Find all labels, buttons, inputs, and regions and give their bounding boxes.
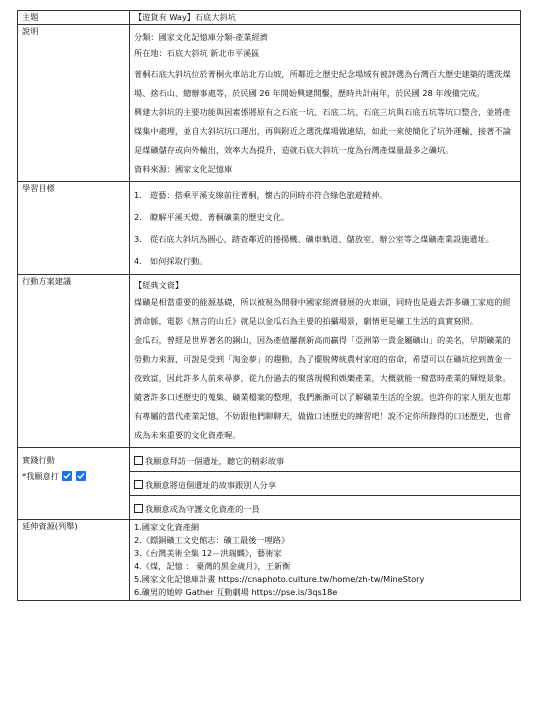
description-source: 資料來源：國家文化記憶庫	[134, 164, 233, 174]
resource-item: 2.《鏢銅礦工文史館志：礦工最後一哩路》	[134, 535, 290, 545]
description-row	[18, 25, 521, 182]
action-key: 行動方案建議	[18, 275, 130, 448]
practice-row	[18, 448, 521, 520]
resources-row	[18, 520, 521, 601]
resource-item: 3.《台灣美術全集 12－洪瑞麟》，藝術家	[134, 548, 282, 558]
description-key: 說明	[18, 25, 130, 182]
resource-item: 1.國家文化資產網	[134, 522, 200, 532]
practice-option[interactable]: 我願意將這個遺址的故事跟別人分享	[130, 472, 520, 496]
resource-link[interactable]: 5.國家文化記憶庫計畫 https://cnaphoto.culture.tw/home/zh-tw/MineStory	[134, 574, 425, 584]
resources-key: 延伸資源(列舉)	[18, 520, 130, 601]
description-category: 分類：國家文化記憶庫分類-產業經濟	[134, 32, 268, 42]
header-key: 主題	[18, 11, 130, 25]
goals-list	[134, 184, 516, 272]
goal-item: 4. 如何採取行動。	[134, 256, 208, 266]
worksheet-table	[17, 10, 521, 601]
resource-item: 4.《煤，記憶 ： 臺灣的黑金歲月》，王新衡	[134, 561, 291, 571]
practice-sub-label: *我願意打	[22, 471, 59, 481]
header-row	[18, 11, 521, 25]
checkbox-icon[interactable]	[134, 504, 143, 513]
goal-item: 3. 從石底大斜坑為圓心，踏查鄰近的捲揚機、礦車軌道、儲放室、辦公室等之煤礦產業設施遺址。	[134, 234, 494, 244]
checkbox-icon[interactable]	[134, 480, 143, 489]
checkbox-icon[interactable]	[134, 456, 143, 465]
description-location: 所在地：石底大斜坑 新北市平溪區	[134, 48, 260, 58]
goals-key: 學習目標	[18, 182, 130, 275]
action-row	[18, 275, 521, 448]
action-title: 【經典文資】	[134, 280, 184, 290]
resources-list	[134, 521, 516, 599]
goal-item: 2. 瞭解平溪天燈、菁桐礦業的歷史文化。	[134, 212, 290, 222]
goal-item: 1. 遊藝：搭乘平溪支線前往菁桐，懷古的同時亦符合綠色旅遊精神。	[134, 190, 388, 200]
resource-link[interactable]: 6.礦男的她婷 Gather 互動劇場 https://pse.is/3qs18e	[134, 587, 338, 597]
description-paragraph-2: 興建大斜坑的主要功能與因素係將原有之石底一坑、石底二坑、石底三坑與石底五坑等坑口整合，並將產煤集中處理，並自大斜坑坑口運出，再與附近之選洗煤場做連結，如此一來使簡化了坑外運輸，接著不論是煤礦儲存或向外輸出，效率大為提升，造就石底大斜坑一度為台灣產煤量最多之礦坑。	[134, 107, 511, 155]
description-paragraph-1: 菁桐石底大斜坑位於菁桐火車站北方山坡，所鄰近之歷史紀念場域有被評選為台灣百大歷史建築的選洗煤場、捨石山、總辦事處等，於民國 26 年開始興建開鑿，歷時共計兩年，於民國 28 年竣備完成。	[134, 69, 511, 98]
checked-box-icon	[76, 471, 86, 481]
header-value: 【遊貨有 Way】石底大斜坑	[130, 11, 521, 25]
checked-box-icon	[62, 471, 72, 481]
practice-key: 實踐行動	[22, 455, 55, 465]
practice-option[interactable]: 我願意成為守護文化資產的一員	[130, 496, 520, 519]
action-paragraph-1: 煤礦是相當重要的能源基礎，所以被視為開發中國家經濟發展的火車頭，同時也是過去許多礦工家庭的經濟命脈，電影《無言的山丘》就是以金瓜石為主要的拍攝場景，劇情更是礦工生活的真實寫照。	[134, 297, 511, 326]
action-paragraph-2: 金瓜石，曾經是世界著名的銅山，因為產值屢創新高而贏得「亞洲第一貴金屬礦山」的美名，早期礦業的勞動力來源，可說是受到「淘金夢」的趨動，為了擺脫傳統農村家庭的宿命，希望可以在礦坑挖到黃金一夜致富，因此許多人前來尋夢，從九份過去的聚落規模和娛樂產業，大概就能一窺當時產業的輝煌景象。隨著許多口述歷史的蒐集、礦業檔案的整理，我們漸漸可以了解礦業生活的全貌。也許你的家人朋友也都有專屬的當代產業記憶，不妨跟他們聊聊天，做做口述歷史的練習吧！說不定你所錄得的口述歷史，也會成為未來重要的文化資產喔。	[134, 335, 511, 440]
goals-row	[18, 182, 521, 275]
practice-option[interactable]: 我願意拜訪一個遺址，聽它的精彩故事	[130, 448, 520, 472]
